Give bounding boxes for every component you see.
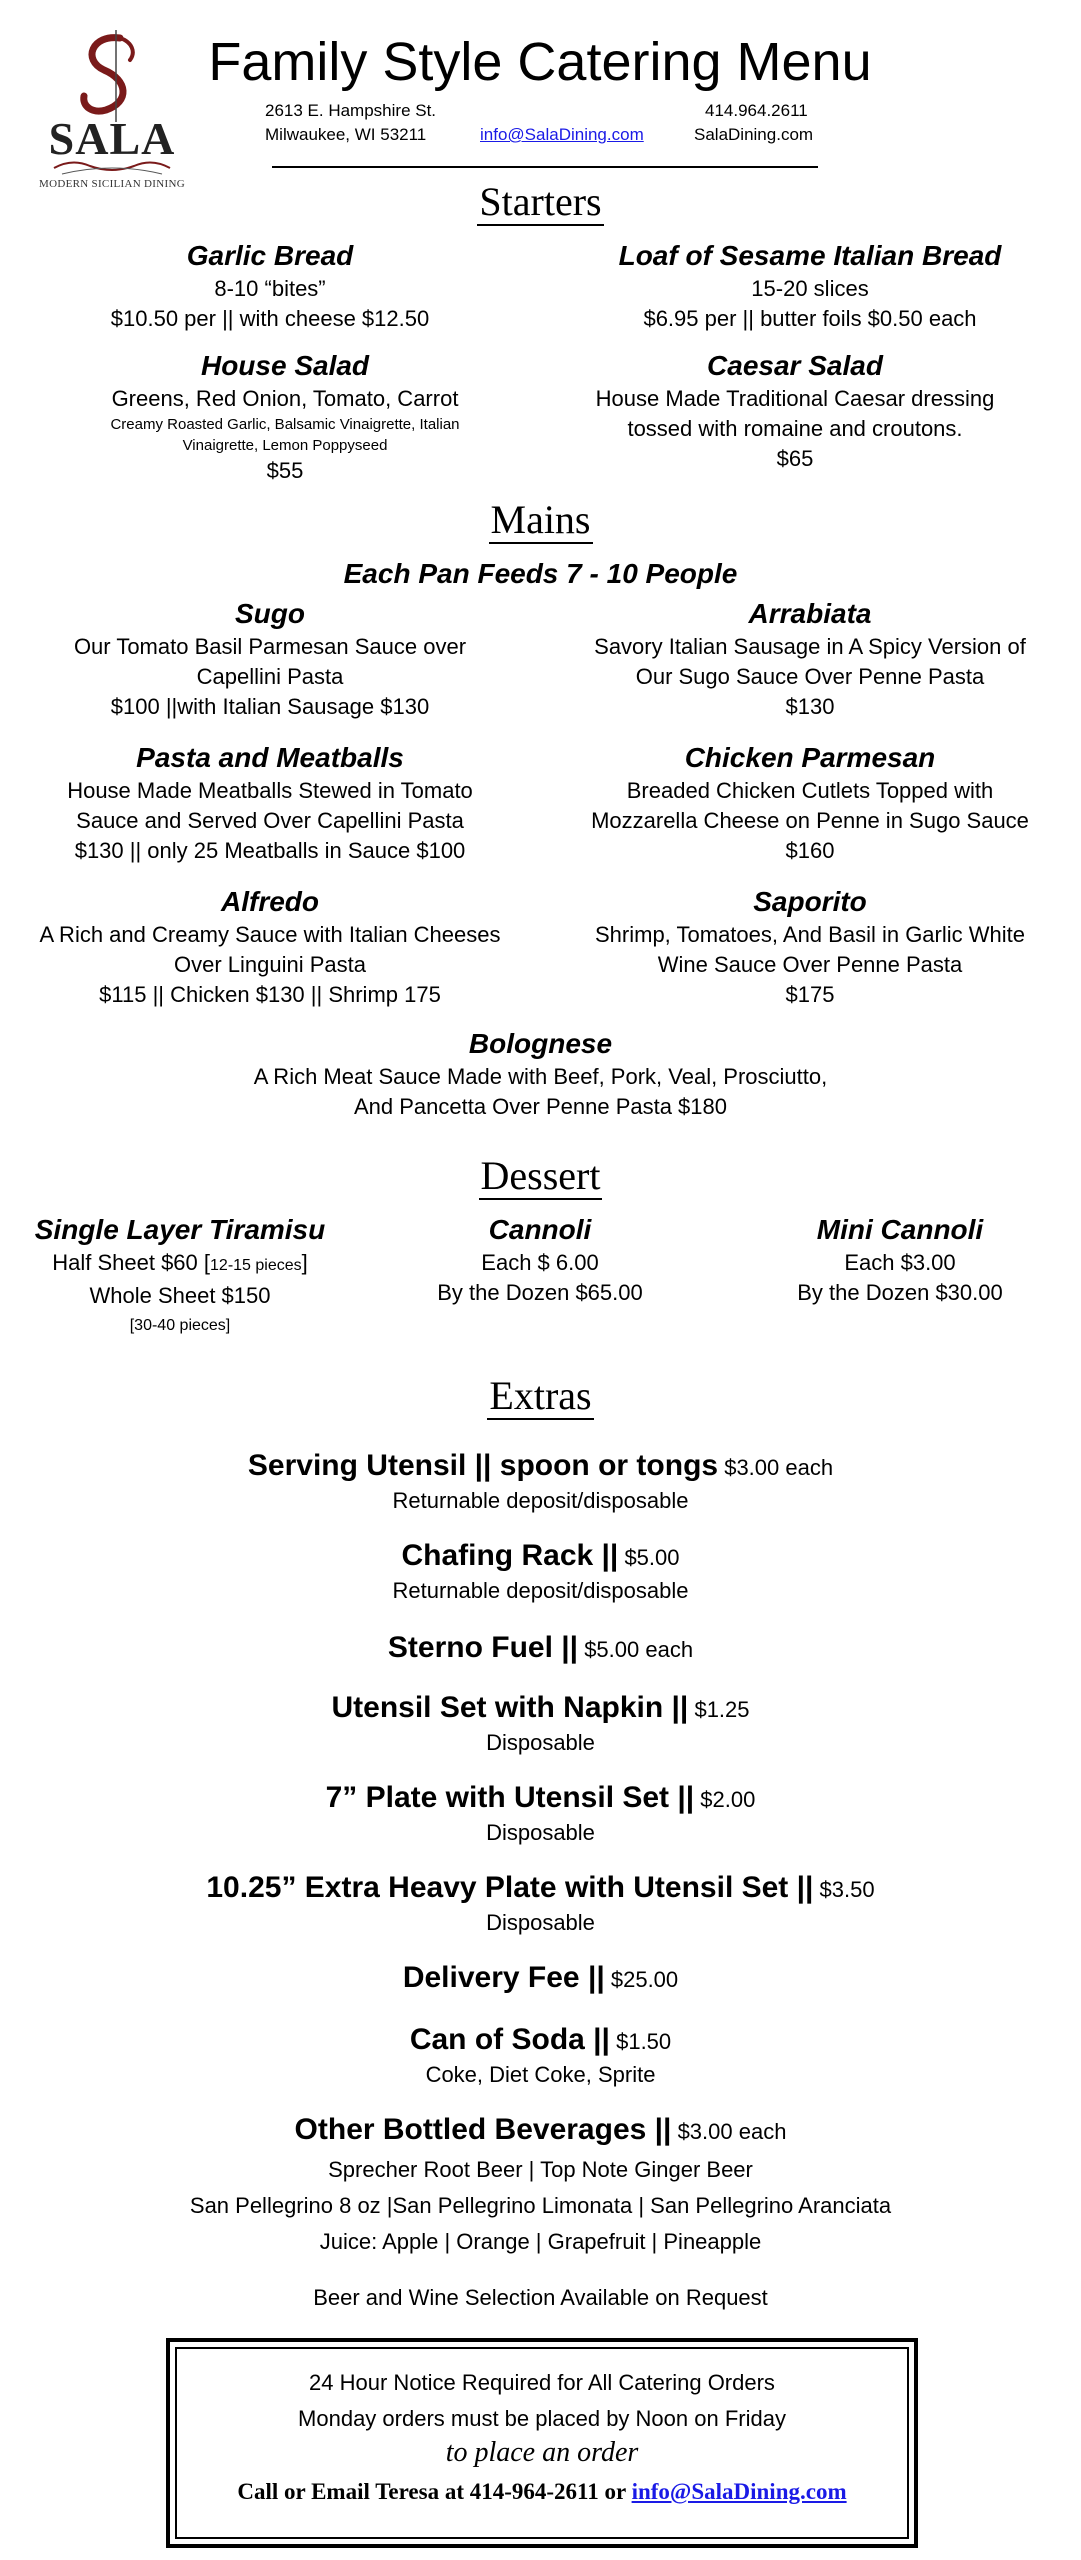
item-price: $65 [776, 446, 814, 471]
item-price-dozen: By the Dozen $30.00 [797, 1280, 1003, 1305]
item-price: $160 [785, 838, 835, 863]
extra-price: $3.00 each [677, 2119, 787, 2144]
item-price-dozen: By the Dozen $65.00 [437, 1280, 643, 1305]
menu-item-pasta-meatballs [20, 740, 520, 866]
menu-item-bolognese [0, 1026, 1081, 1122]
notice-line-3: to place an order [445, 2437, 639, 2468]
extra-name: Serving Utensil || spoon or tongs [247, 1449, 719, 1482]
menu-item-mini-cannoli [730, 1212, 1070, 1308]
extra-name: Chafing Rack || [401, 1539, 619, 1572]
item-name: Caesar Salad [707, 350, 883, 381]
item-name: Saporito [753, 886, 867, 917]
extra-name: Can of Soda || [409, 2023, 610, 2056]
item-description: Shrimp, Tomatoes, And Basil in Garlic White Wine Sauce Over Penne Pasta [595, 922, 1025, 977]
logo-wordmark: SALA [48, 113, 176, 164]
extra-7in-plate [0, 1778, 1081, 1848]
item-description: House Made Meatballs Stewed in Tomato Sauce and Served Over Capellini Pasta [67, 778, 473, 833]
beverage-list-2: San Pellegrino 8 oz |San Pellegrino Limonata | San Pellegrino Aranciata [189, 2193, 892, 2218]
item-description: A Rich and Creamy Sauce with Italian Cheeses Over Linguini Pasta [39, 922, 501, 977]
extra-chafing-rack [0, 1536, 1081, 1606]
extra-can-of-soda [0, 2020, 1081, 2090]
address-line-1: 2613 E. Hampshire St. [265, 101, 437, 120]
section-heading-dessert: Dessert [480, 1153, 601, 1198]
menu-item-tiramisu [10, 1212, 350, 1341]
dressing-options: Creamy Roasted Garlic, Balsamic Vinaigrette, Italian Vinaigrette, Lemon Poppyseed [110, 416, 460, 454]
item-name: Sugo [235, 598, 305, 629]
extra-price: $1.50 [616, 2029, 672, 2054]
item-description: Our Tomato Basil Parmesan Sauce over Capellini Pasta [73, 634, 467, 689]
item-detail: Greens, Red Onion, Tomato, Carrot [111, 386, 459, 411]
item-name: Cannoli [488, 1214, 592, 1245]
extra-serving-utensil [0, 1446, 1081, 1516]
beverage-list-1: Sprecher Root Beer | Top Note Ginger Beer [328, 2157, 753, 2182]
item-name: Arrabiata [748, 598, 872, 629]
extra-name: Delivery Fee || [402, 1961, 605, 1994]
email-link-header[interactable] [480, 124, 644, 146]
item-name: Chicken Parmesan [684, 742, 936, 773]
notice-email-link[interactable]: info@SalaDining.com [631, 2479, 847, 2504]
extra-price: $2.00 [700, 1787, 756, 1812]
logo-tagline: MODERN SICILIAN DINING [39, 178, 185, 190]
notice-line-1: 24 Hour Notice Required for All Catering Orders [309, 2370, 775, 2395]
website: SalaDining.com [694, 125, 814, 144]
extra-price: $3.50 [819, 1877, 875, 1902]
extra-name: Other Bottled Beverages || [294, 2113, 672, 2146]
extra-bottled-beverages [0, 2110, 1081, 2260]
menu-item-house-salad [85, 348, 485, 486]
extra-sterno-fuel [0, 1628, 1081, 1668]
item-name: Bolognese [468, 1028, 613, 1059]
item-price-each: Each $ 6.00 [481, 1250, 599, 1275]
item-detail: 15-20 slices [751, 276, 869, 301]
extra-note: Disposable [486, 1730, 595, 1755]
item-price: $55 [266, 458, 304, 483]
extra-price: $3.00 each [724, 1455, 834, 1480]
notice-call-text: Call or Email Teresa at 414-964-2611 or [237, 2479, 632, 2504]
notice-line-2: Monday orders must be placed by Noon on Friday [298, 2406, 786, 2431]
item-price: $115 || Chicken $130 || Shrimp 175 [99, 982, 441, 1007]
menu-item-garlic-bread [20, 238, 520, 334]
item-price-each: Each $3.00 [844, 1250, 956, 1275]
address-line-2: Milwaukee, WI 53211 [265, 125, 427, 144]
menu-item-arrabiata [560, 596, 1060, 722]
header-divider [272, 166, 818, 168]
extra-delivery-fee [0, 1958, 1081, 1998]
extra-price: $5.00 each [584, 1637, 694, 1662]
page-title: Family Style Catering Menu [208, 32, 872, 92]
beer-wine-note: Beer and Wine Selection Available on Request [313, 2285, 768, 2310]
extra-name: 7” Plate with Utensil Set || [325, 1781, 695, 1814]
extra-heavy-plate [0, 1868, 1081, 1938]
item-name: House Salad [200, 350, 370, 381]
item-name: Single Layer Tiramisu [34, 1214, 326, 1245]
extra-name: Utensil Set with Napkin || [331, 1691, 689, 1724]
item-price: $6.95 per || butter foils $0.50 each [643, 306, 977, 331]
item-name: Alfredo [221, 886, 319, 917]
item-price: $10.50 per || with cheese $12.50 [110, 306, 430, 331]
order-notice-box [166, 2338, 918, 2548]
item-pieces-whole: [30-40 pieces] [129, 1317, 231, 1334]
item-name: Loaf of Sesame Italian Bread [618, 240, 1002, 271]
extra-name: Sterno Fuel || [387, 1631, 579, 1664]
item-name: Pasta and Meatballs [136, 742, 404, 773]
menu-item-alfredo [20, 884, 520, 1010]
extra-note: Disposable [486, 1820, 595, 1845]
item-name: Garlic Bread [186, 240, 354, 271]
extra-note: Returnable deposit/disposable [392, 1488, 689, 1513]
item-price-whole: Whole Sheet $150 [89, 1283, 271, 1308]
menu-item-cannoli [370, 1212, 710, 1308]
item-price: $130 [785, 694, 835, 719]
item-price-half: Half Sheet $60 [12-15 pieces] [52, 1250, 308, 1275]
item-price: $100 ||with Italian Sausage $130 [110, 694, 430, 719]
section-heading-starters: Starters [479, 179, 602, 224]
menu-item-saporito [560, 884, 1060, 1010]
item-description-price: And Pancetta Over Penne Pasta $180 [353, 1094, 728, 1119]
extra-price: $1.25 [694, 1697, 750, 1722]
item-description: Savory Italian Sausage in A Spicy Version of Our Sugo Sauce Over Penne Pasta [594, 634, 1026, 689]
item-description: A Rich Meat Sauce Made with Beef, Pork, Veal, Prosciutto, [253, 1064, 828, 1089]
notice-line-4 [170, 2476, 914, 2508]
extra-price: $5.00 [624, 1545, 680, 1570]
extra-note: Disposable [486, 1910, 595, 1935]
item-price: $130 || only 25 Meatballs in Sauce $100 [74, 838, 466, 863]
extra-price: $25.00 [610, 1967, 679, 1992]
sala-logo [32, 30, 192, 195]
beverage-list-3: Juice: Apple | Orange | Grapefruit | Pineapple [319, 2229, 762, 2254]
menu-item-chicken-parmesan [560, 740, 1060, 866]
item-detail: House Made Traditional Caesar dressing tossed with romaine and croutons. [595, 386, 995, 441]
item-description: Breaded Chicken Cutlets Topped with Mozzarella Cheese on Penne in Sugo Sauce [591, 778, 1029, 833]
email-link[interactable]: info@SalaDining.com [480, 125, 644, 144]
extra-note: Returnable deposit/disposable [392, 1578, 689, 1603]
menu-item-sugo [20, 596, 520, 722]
mains-serving-note: Each Pan Feeds 7 - 10 People [343, 558, 738, 589]
item-name: Mini Cannoli [816, 1214, 984, 1245]
menu-item-sesame-bread [560, 238, 1060, 334]
item-price: $175 [785, 982, 835, 1007]
menu-item-caesar-salad [580, 348, 1010, 474]
item-detail: 8-10 “bites” [214, 276, 326, 301]
extra-name: 10.25” Extra Heavy Plate with Utensil Set || [206, 1871, 814, 1904]
section-heading-extras: Extras [489, 1373, 592, 1418]
section-heading-mains: Mains [490, 497, 591, 542]
phone-number: 414.964.2611 [705, 101, 808, 120]
extra-utensil-set [0, 1688, 1081, 1758]
extra-note: Coke, Diet Coke, Sprite [425, 2062, 656, 2087]
